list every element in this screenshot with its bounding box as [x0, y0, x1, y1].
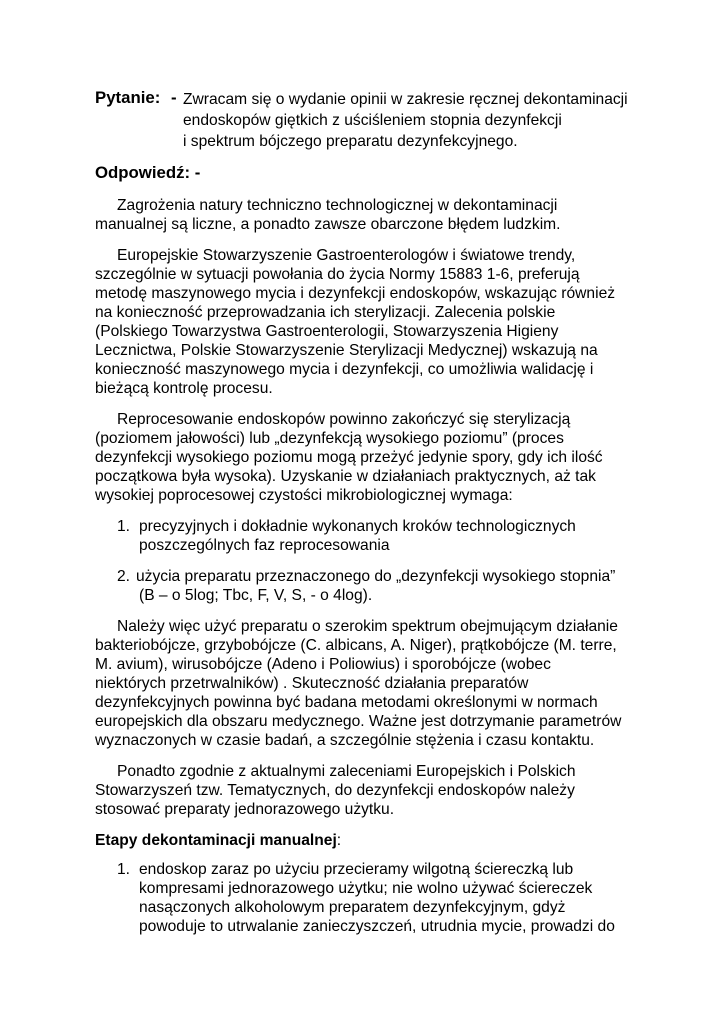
- text-line: manualnej są liczne, a ponadto zawsze obarczone błędem ludzkim.: [95, 216, 561, 233]
- text-line: dezynfekcji wysokiego poziomu mogą przeżyć jedynie spory, gdy ich ilość: [95, 449, 603, 466]
- question-label: Pytanie:: [95, 88, 161, 107]
- text-line: niektórych przetrwalników) . Skuteczność działania preparatów: [95, 675, 529, 692]
- list-number: 2.: [117, 568, 131, 585]
- list-item: [95, 860, 635, 936]
- text-line: konieczność maszynowego mycia i dezynfekcji, co umożliwia walidację i: [95, 361, 594, 378]
- text-line: M. avium), wirusobójcze (Adeno i Poliowius) i sporobójcze (wobec: [95, 656, 551, 673]
- list-number: 1.: [117, 518, 131, 535]
- text-line: metodę maszynowego mycia i dezynfekcji endoskopów, wskazując również: [95, 285, 616, 302]
- list-item: [95, 517, 635, 555]
- text-line: (Polskiego Towarzystwa Gastroenterologii, Stowarzyszenia Higieny: [95, 323, 559, 340]
- text-line: Stowarzyszeń tzw. Tematycznych, do dezynfekcji endoskopów należy: [95, 782, 575, 799]
- text-line: Ponadto zgodnie z aktualnymi zaleceniami Europejskich i Polskich: [117, 763, 576, 780]
- stages-heading: [95, 831, 635, 850]
- text-line: Lecznictwa, Polskie Stowarzyszenie Sterylizacji Medycznej) wskazują na: [95, 342, 598, 359]
- question-line: i spektrum bójczego preparatu dezynfekcyjnego.: [183, 133, 518, 150]
- text-line: szczególnie w sytuacji powołania do życia Normy 15883 1-6, preferują: [95, 266, 580, 283]
- text-line: użycia preparatu przeznaczonego do „dezynfekcji wysokiego stopnia”: [136, 568, 616, 585]
- question-line: Zwracam się o wydanie opinii w zakresie ręcznej dekontaminacji: [183, 91, 628, 108]
- answer-heading: Odpowiedź: -: [95, 163, 201, 182]
- text-line: precyzyjnych i dokładnie wykonanych kroków technologicznych: [139, 518, 576, 535]
- text-line: dezynfekcyjnych powinna być badana metodami określonymi w normach: [95, 694, 598, 711]
- stages-heading-text: Etapy dekontaminacji manualnej: [95, 832, 337, 849]
- paragraph: [95, 762, 635, 819]
- text-line: Należy więc użyć preparatu o szerokim spektrum obejmującym działanie: [117, 618, 618, 635]
- question-line: endoskopów giętkich z uściśleniem stopnia dezynfekcji: [183, 112, 562, 129]
- question-dash: -: [171, 88, 177, 107]
- paragraph: [95, 196, 635, 234]
- paragraph: [95, 410, 635, 505]
- text-line: Reprocesowanie endoskopów powinno zakończyć się sterylizacją: [117, 411, 571, 428]
- paragraph: [95, 246, 635, 398]
- text-line: początkowa była wysoka). Uzyskanie w działaniach praktycznych, aż tak: [95, 468, 596, 485]
- text-line: wyznaczonych w czasie badań, a szczególnie stężenia i czasu kontaktu.: [95, 732, 595, 749]
- stages-heading-colon: :: [336, 832, 342, 849]
- text-line: poszczególnych faz reprocesowania: [139, 537, 390, 554]
- list-item: [95, 567, 635, 605]
- question-text: [183, 89, 663, 152]
- text-line: wysokiej poprocesowej czystości mikrobiologicznej wymaga:: [95, 487, 513, 504]
- text-line: bieżącą kontrolę procesu.: [95, 380, 273, 397]
- text-line: na konieczność przeprowadzania ich sterylizacji. Zalecenia polskie: [95, 304, 556, 321]
- text-line: Zagrożenia natury techniczno technologicznej w dekontaminacji: [117, 197, 558, 214]
- text-line: europejskich dla obszaru medycznego. Ważne jest dotrzymanie parametrów: [95, 713, 622, 730]
- text-line: (B – o 5log; Tbc, F, V, S, - o 4log).: [139, 587, 373, 604]
- text-line: kompresami jednorazowego użytku; nie wolno używać ściereczek: [139, 880, 593, 897]
- text-line: (poziomem jałowości) lub „dezynfekcją wysokiego poziomu” (proces: [95, 430, 564, 447]
- answer-body: [95, 196, 635, 948]
- text-line: bakteriobójcze, grzybobójcze (C. albicans, A. Niger), prątkobójcze (M. terre,: [95, 637, 617, 654]
- paragraph: [95, 617, 635, 750]
- text-line: nasączonych alkoholowym preparatem dezynfekcyjnym, gdyż: [139, 899, 566, 916]
- text-line: powoduje to utrwalanie zanieczyszczeń, utrudnia mycie, prowadzi do: [139, 918, 615, 935]
- text-line: Europejskie Stowarzyszenie Gastroenterologów i światowe trendy,: [117, 247, 576, 264]
- text-line: stosować preparaty jednorazowego użytku.: [95, 801, 395, 818]
- list-number: 1.: [117, 861, 131, 878]
- text-line: endoskop zaraz po użyciu przecieramy wilgotną ściereczką lub: [139, 861, 574, 878]
